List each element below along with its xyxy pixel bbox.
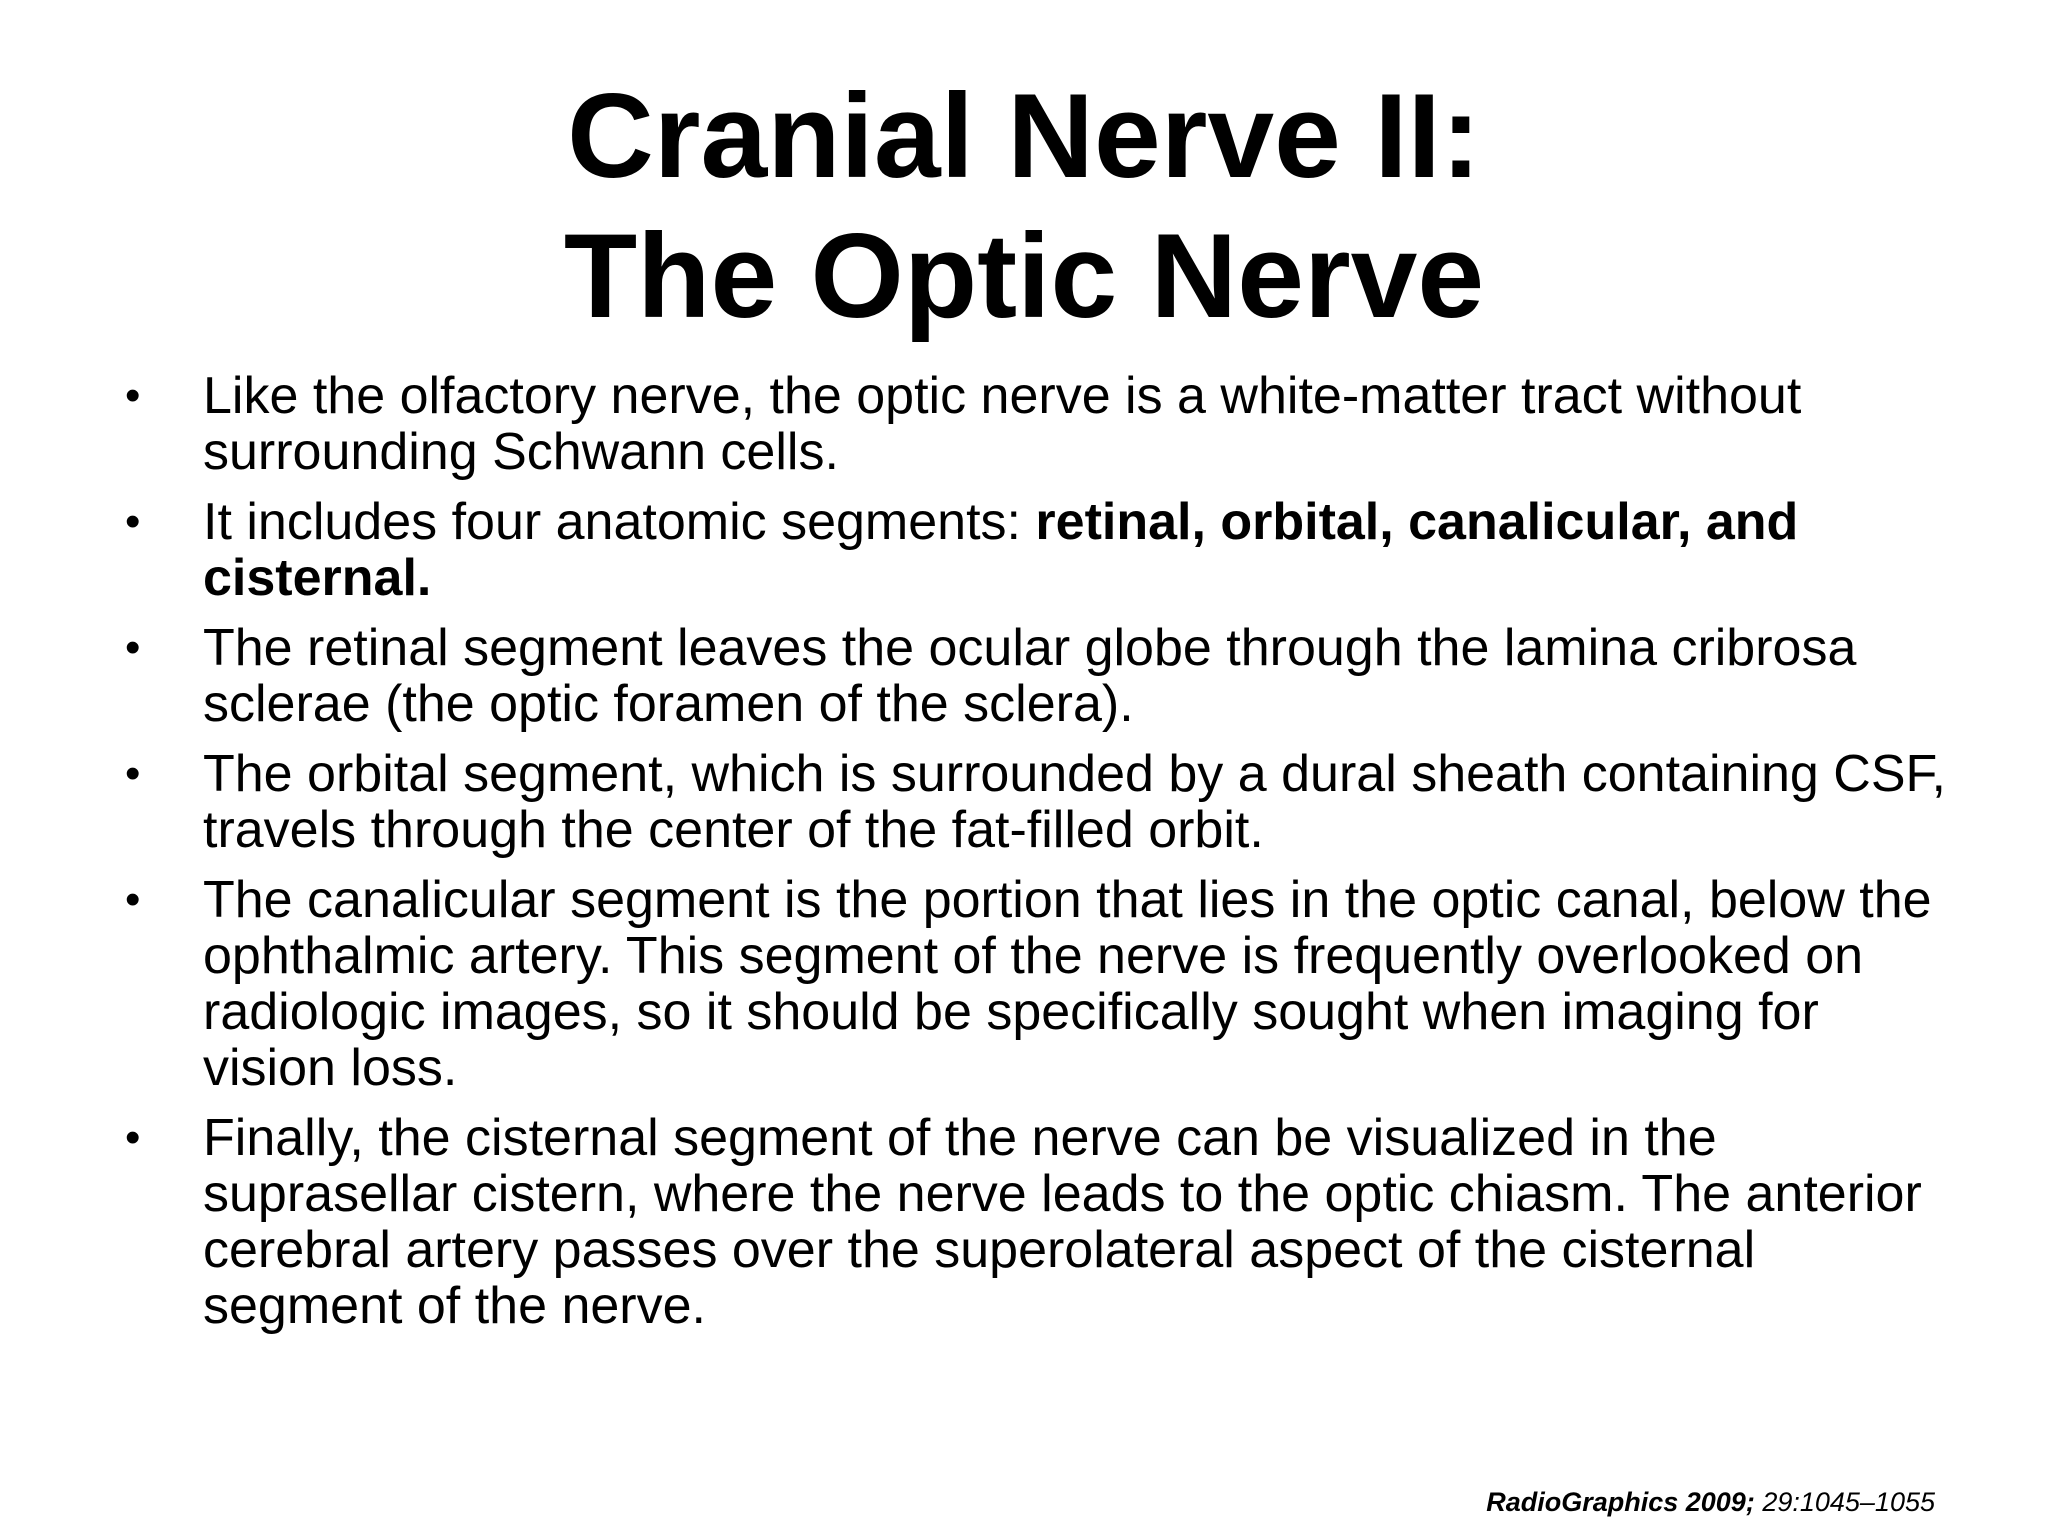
bullet-text: The retinal segment leaves the ocular globe through the lamina cribrosa sclerae (the optic foramen of the sclera). <box>203 619 1857 733</box>
bullet-text: The canalicular segment is the portion that lies in the optic canal, below the ophthalmic artery. This segment of the nerve is frequently overlooked on radiologic images, so it should be specifically sought when imaging for vision loss. <box>203 871 1932 1097</box>
citation-pages: 29:1045–1055 <box>1754 1487 1935 1517</box>
bullet-text: The orbital segment, which is surrounded by a dural sheath containing CSF, travels through the center of the fat-filled orbit. <box>203 745 1946 859</box>
bullet-item <box>125 620 1965 732</box>
bullet-item <box>125 368 1965 480</box>
bullet-icon: • <box>125 1113 141 1162</box>
bullet-text: Like the olfactory nerve, the optic nerve is a white-matter tract without surrounding Schwann cells. <box>203 367 1802 481</box>
bullet-icon: • <box>125 875 141 924</box>
bullet-icon: • <box>125 497 141 546</box>
title-line-1: Cranial Nerve II: <box>567 69 1481 203</box>
bullet-list <box>125 368 1965 1348</box>
citation <box>1486 1486 1935 1518</box>
bullet-icon: • <box>125 749 141 798</box>
title-line-2: The Optic Nerve <box>563 209 1485 343</box>
bullet-item <box>125 746 1965 858</box>
bullet-item <box>125 872 1965 1096</box>
bullet-text: Finally, the cisternal segment of the nerve can be visualized in the suprasellar cistern, where the nerve leads to the optic chiasm. The anterior cerebral artery passes over the superolateral aspect of the cisternal segment of the nerve. <box>203 1109 1922 1335</box>
bullet-item <box>125 1110 1965 1334</box>
bullet-bold-text: retinal, orbital, canalicular, and cisternal. <box>203 493 1799 607</box>
bullet-icon: • <box>125 623 141 672</box>
citation-journal: RadioGraphics 2009; <box>1486 1487 1755 1517</box>
bullet-icon: • <box>125 371 141 420</box>
slide-title <box>0 66 2048 346</box>
bullet-item <box>125 494 1965 606</box>
bullet-text: It includes four anatomic segments: <box>203 493 1036 551</box>
